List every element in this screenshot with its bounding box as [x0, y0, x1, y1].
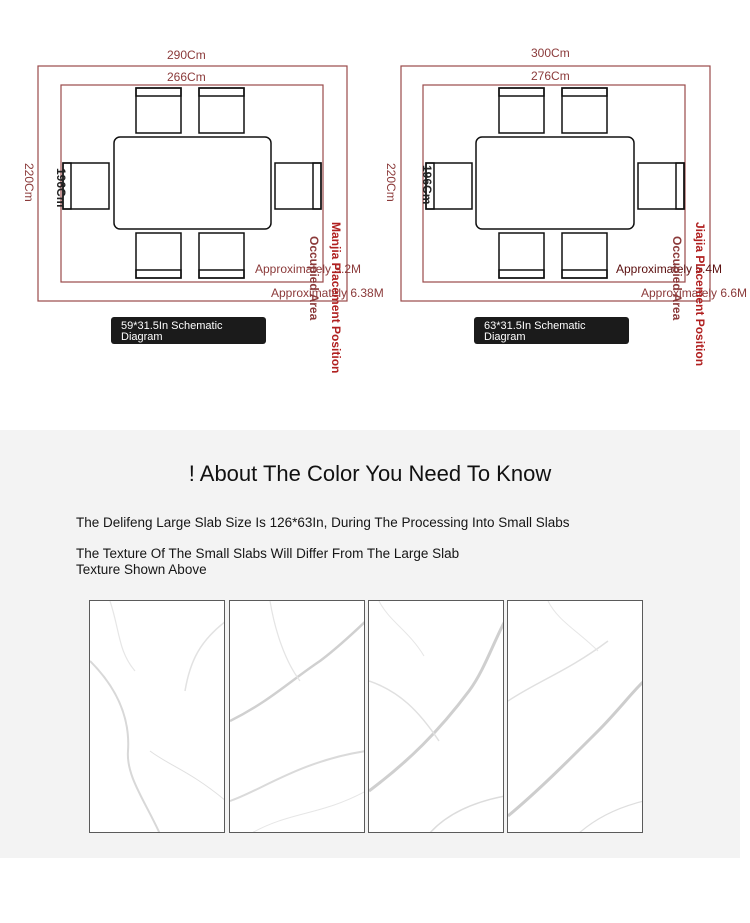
- footer-spacer: [0, 858, 750, 923]
- marble-texture-1: [90, 601, 225, 833]
- inner-width-label: 276Cm: [531, 69, 570, 83]
- marble-slab-2: [229, 600, 365, 833]
- inner-height-label: 196Cm: [420, 165, 434, 205]
- chair-bottom-2: [199, 233, 244, 278]
- section-title: ! About The Color You Need To Know: [188, 461, 552, 486]
- texture-note-line1: The Texture Of The Small Slabs Will Differ From The Large Slab: [76, 546, 460, 561]
- chair-bottom-1: [136, 233, 181, 278]
- approx-outer-area: Approximately 6.38M: [271, 286, 384, 300]
- chair-top-2: [199, 88, 244, 133]
- marble-texture-4: [508, 601, 643, 833]
- marble-texture-2: [230, 601, 365, 833]
- outer-width-label: 290Cm: [167, 48, 206, 62]
- slab-size-note: The Delifeng Large Slab Size Is 126*63In, During The Processing Into Small Slabs: [76, 515, 570, 530]
- marble-texture-3: [369, 601, 504, 833]
- outer-width-label: 300Cm: [531, 46, 570, 60]
- chair-right: [275, 163, 321, 209]
- occupied-area-label: Occupied Area: [670, 236, 684, 321]
- schematic-badge-left: 59*31.5In Schematic Diagram: [111, 317, 266, 344]
- placement-position-label: Jiajia Placement Position: [693, 222, 707, 367]
- inner-width-label: 266Cm: [167, 70, 206, 84]
- schematic-badge-right: 63*31.5In Schematic Diagram: [474, 317, 629, 344]
- marble-slab-4: [507, 600, 643, 833]
- outer-height-label: 220Cm: [22, 163, 36, 202]
- approx-inner-area: Approximately 5.4M: [616, 262, 723, 276]
- chair-left: [63, 163, 109, 209]
- table-shape: [114, 137, 271, 229]
- outer-height-label: 220Cm: [384, 163, 398, 202]
- chair-bottom-2: [562, 233, 607, 278]
- chair-top-2: [562, 88, 607, 133]
- approx-outer-area: Approximately 6.6M: [641, 286, 748, 300]
- inner-height-label: 196Cm: [54, 168, 68, 208]
- chair-right: [638, 163, 684, 209]
- placement-position-label: Manjia Placement Position: [329, 222, 343, 374]
- chair-top-1: [499, 88, 544, 133]
- texture-note-line2: Texture Shown Above: [76, 562, 207, 577]
- occupied-area-label: Occupied Area: [307, 236, 321, 321]
- chair-bottom-1: [499, 233, 544, 278]
- table-shape: [476, 137, 634, 229]
- approx-inner-area: Approximately 5.2M: [255, 262, 362, 276]
- chair-top-1: [136, 88, 181, 133]
- marble-slab-1: [89, 600, 225, 833]
- marble-slab-3: [368, 600, 504, 833]
